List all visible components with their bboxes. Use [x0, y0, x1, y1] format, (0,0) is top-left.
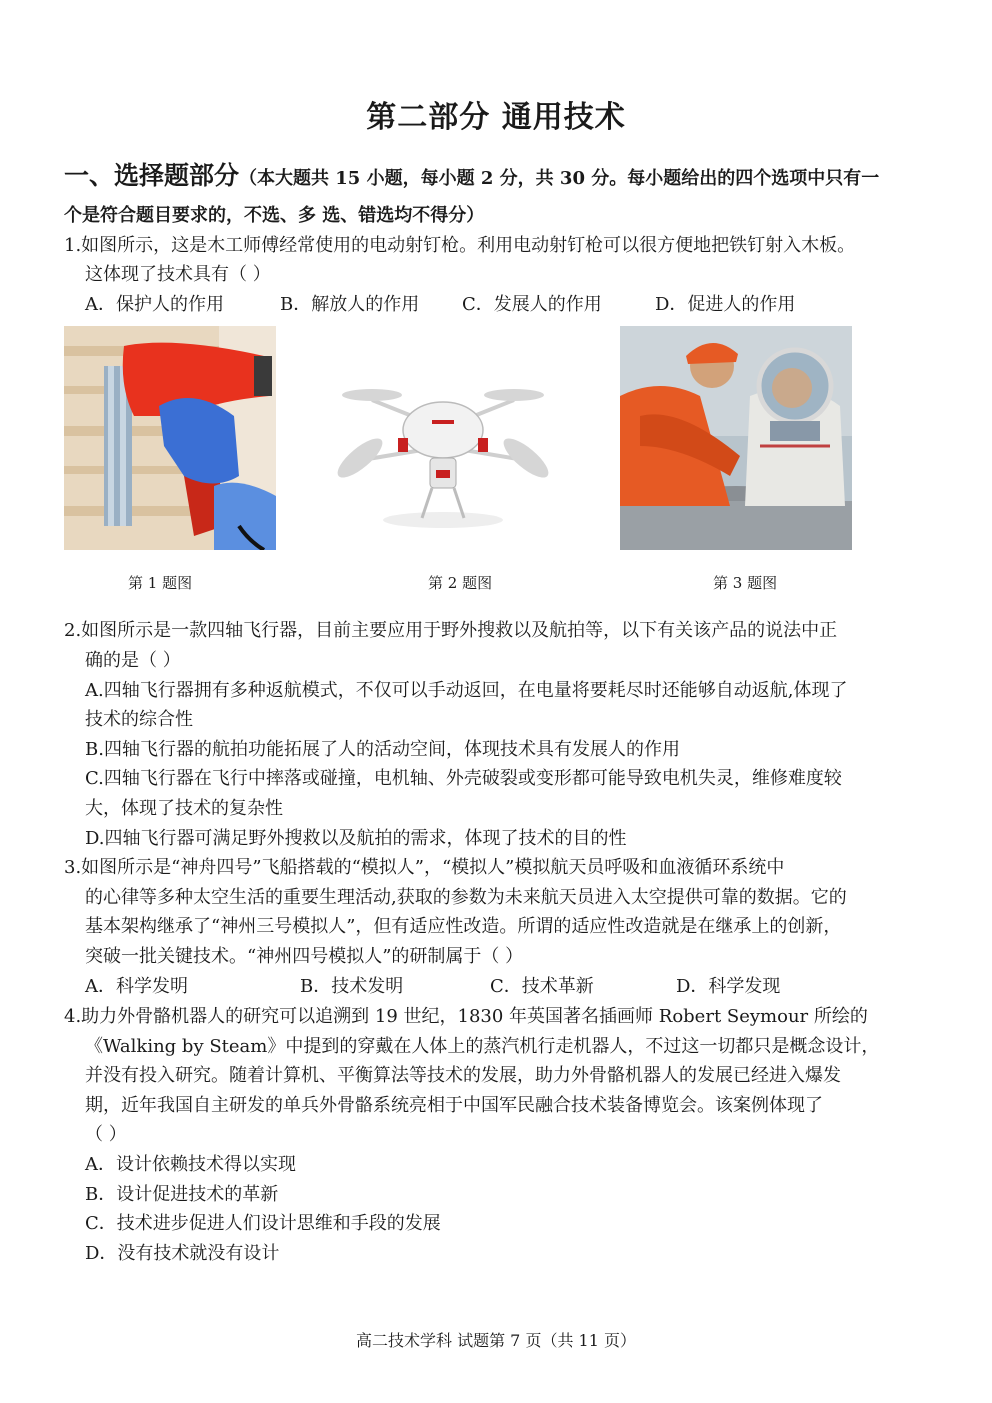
q3-option-c: C．技术革新 [490, 976, 594, 997]
simulated-astronaut-photo [620, 326, 852, 550]
q3-stem-1: 3.如图所示是“神舟四号”飞船搭载的“模拟人”，“模拟人”模拟航天员呼吸和血液循环系统中 [64, 857, 785, 878]
q1-option-b: B．解放人的作用 [280, 294, 420, 315]
q4-option-b: B．设计促进技术的革新 [85, 1184, 279, 1205]
q4-option-d: D．没有技术就没有设计 [85, 1243, 280, 1264]
q2-option-c-2: 大，体现了技术的复杂性 [85, 798, 283, 819]
quadcopter-drone-photo [332, 340, 554, 540]
q4-stem-4: 期，近年我国自主研发的单兵外骨骼系统亮相于中国军民融合技术装备博览会。该案例体现了 [85, 1095, 823, 1116]
q4-stem-3: 并没有投入研究。随着计算机、平衡算法等技术的发展，助力外骨骼机器人的发展已经进入爆发 [85, 1065, 841, 1086]
q3-stem-4: 突破一批关键技术。“神州四号模拟人”的研制属于（ ） [85, 946, 524, 967]
q2-option-a-2: 技术的综合性 [85, 709, 193, 730]
q3-option-b: B．技术发明 [300, 976, 404, 997]
page-title: 第二部分 通用技术 [366, 100, 626, 135]
section-instruction-1: （本大题共 15 小题，每小题 2 分，共 30 分。每小题给出的四个选项中只有一 [239, 168, 880, 189]
q2-stem-1: 2.如图所示是一款四轴飞行器，目前主要应用于野外搜救以及航拍等，以下有关该产品的说法中正 [64, 620, 838, 641]
q4-option-a: A．设计依赖技术得以实现 [85, 1154, 296, 1175]
q2-option-d: D.四轴飞行器可满足野外搜救以及航拍的需求，体现了技术的目的性 [85, 828, 627, 849]
q2-option-b: B.四轴飞行器的航拍功能拓展了人的活动空间，体现技术具有发展人的作用 [85, 739, 680, 760]
section-heading [64, 156, 934, 192]
q1-option-a: A．保护人的作用 [85, 294, 224, 315]
q1-stem-2: 这体现了技术具有（ ） [85, 264, 271, 285]
q1-option-c: C．发展人的作用 [462, 294, 602, 315]
figure-1-caption: 第 1 题图 [128, 574, 193, 592]
q4-stem-1: 4.助力外骨骼机器人的研究可以追溯到 19 世纪，1830 年英国著名插画师 Robert Seymour 所绘的 [64, 1006, 868, 1027]
q2-option-a-1: A.四轴飞行器拥有多种返航模式，不仅可以手动返回，在电量将要耗尽时还能够自动返航,体现了 [85, 680, 848, 701]
nail-gun-photo [64, 326, 276, 550]
figure-2-caption: 第 2 题图 [428, 574, 493, 592]
q4-stem-2: 《Walking by Steam》中提到的穿戴在人体上的蒸汽机行走机器人，不过这一切都只是概念设计， [85, 1036, 880, 1057]
q1-stem-1: 1.如图所示，这是木工师傅经常使用的电动射钉枪。利用电动射钉枪可以很方便地把铁钉射入木板。 [64, 235, 856, 256]
q4-option-c: C．技术进步促进人们设计思维和手段的发展 [85, 1213, 441, 1234]
q4-stem-5: （ ） [85, 1124, 127, 1145]
q3-option-a: A．科学发明 [85, 976, 188, 997]
q3-stem-3: 基本架构继承了“神州三号模拟人”，但有适应性改造。所谓的适应性改造就是在继承上的创新， [85, 916, 842, 937]
q3-stem-2: 的心律等多种太空生活的重要生理活动,获取的参数为未来航天员进入太空提供可靠的数据。它的 [85, 887, 847, 908]
figure-3-caption: 第 3 题图 [713, 574, 778, 592]
q1-option-d: D．促进人的作用 [655, 294, 796, 315]
q3-option-d: D．科学发现 [676, 976, 781, 997]
page-footer: 高二技术学科 试题第 7 页（共 11 页） [356, 1331, 636, 1350]
q2-option-c-1: C.四轴飞行器在飞行中摔落或碰撞，电机轴、外壳破裂或变形都可能导致电机失灵，维修难度较 [85, 768, 842, 789]
q2-stem-2: 确的是（ ） [85, 650, 181, 671]
section-title: 一、选择题部分 [64, 161, 240, 190]
section-instruction-2: 个是符合题目要求的，不选、多 选、错选均不得分） [64, 205, 485, 226]
